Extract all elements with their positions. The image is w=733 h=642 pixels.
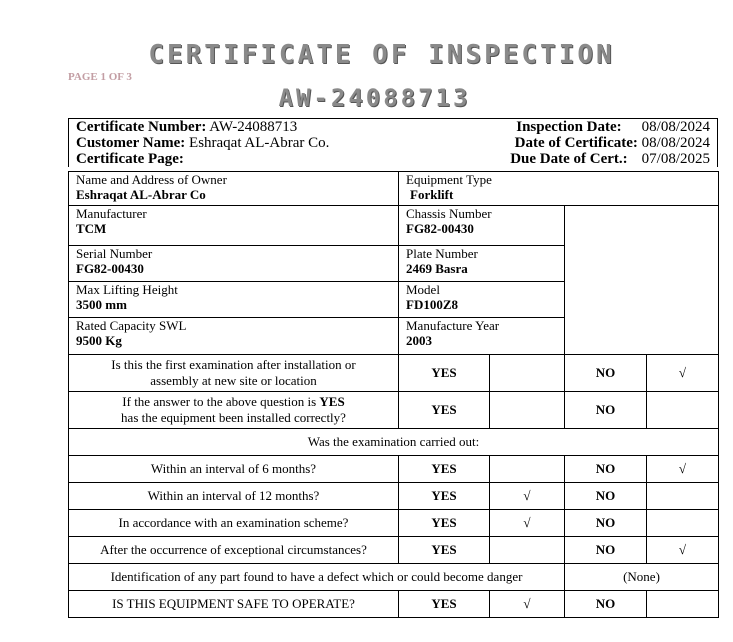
yes-label: YES (399, 591, 490, 618)
manufacturer-label: Manufacturer (76, 206, 147, 221)
year-cell (399, 318, 565, 355)
model-cell (399, 282, 565, 318)
yes-check-cell (490, 456, 565, 483)
yes-label: YES (399, 355, 490, 392)
certificate-code-title: AW-24088713 (278, 84, 471, 112)
equipment-type-label: Equipment Type (406, 172, 492, 187)
no-check-cell (647, 510, 719, 537)
question-installed-line1: If the answer to the above question is (122, 394, 320, 409)
inspection-date-label: Inspection Date: (516, 119, 622, 135)
yes-label: YES (399, 456, 490, 483)
question-first-exam-line2: assembly at new site or location (150, 373, 317, 388)
no-label: NO (565, 483, 647, 510)
due-date-label: Due Date of Cert.: (510, 151, 628, 167)
owner-value: Eshraqat AL-Abrar Co (76, 187, 206, 202)
customer-value: Eshraqat AL-Abrar Co. (189, 135, 330, 151)
swl-label: Rated Capacity SWL (76, 318, 187, 333)
yes-check-cell (490, 537, 565, 564)
question-exceptional-circumstances: After the occurrence of exceptional circumstances? (69, 537, 399, 564)
owner-cell (69, 172, 399, 206)
no-check-cell (647, 591, 719, 618)
no-check-cell (647, 483, 719, 510)
max-height-cell (69, 282, 399, 318)
question-6-months: Within an interval of 6 months? (69, 456, 399, 483)
no-check-mark: √ (647, 537, 719, 564)
equipment-type-cell (399, 172, 719, 206)
no-label: NO (565, 456, 647, 483)
no-check-mark: √ (647, 456, 719, 483)
max-height-value: 3500 mm (76, 297, 127, 312)
equipment-type-value: Forklift (410, 187, 454, 202)
plate-label: Plate Number (406, 246, 478, 261)
owner-label: Name and Address of Owner (76, 172, 227, 187)
question-installed-yes-word: YES (319, 394, 345, 409)
due-date-value: 07/08/2025 (641, 151, 710, 167)
defect-answer: (None) (565, 564, 719, 591)
question-examination-scheme: In accordance with an examination scheme? (69, 510, 399, 537)
date-of-cert-value: 08/08/2024 (641, 135, 710, 151)
no-label: NO (565, 537, 647, 564)
no-check-cell (647, 392, 719, 429)
question-installed-correctly (69, 392, 399, 429)
serial-label: Serial Number (76, 246, 153, 261)
chassis-label: Chassis Number (406, 206, 492, 221)
yes-label: YES (399, 510, 490, 537)
inspection-date-value: 08/08/2024 (641, 119, 710, 135)
blank-side-cell (565, 206, 719, 355)
cert-page-label: Certificate Page: (76, 151, 184, 167)
no-label: NO (565, 392, 647, 429)
date-of-cert-label: Date of Certificate: (514, 135, 638, 151)
question-12-months: Within an interval of 12 months? (69, 483, 399, 510)
swl-value: 9500 Kg (76, 333, 122, 348)
plate-value: 2469 Basra (406, 261, 468, 276)
yes-check-cell (490, 392, 565, 429)
yes-check-cell (490, 355, 565, 392)
customer-label: Customer Name: (76, 135, 186, 151)
examination-carried-out-heading: Was the examination carried out: (69, 429, 719, 456)
yes-check-mark: √ (490, 510, 565, 537)
serial-cell (69, 246, 399, 282)
page-mark: PAGE 1 OF 3 (68, 71, 132, 83)
yes-label: YES (399, 537, 490, 564)
certificate-header (68, 118, 718, 167)
yes-check-mark: √ (490, 483, 565, 510)
swl-cell (69, 318, 399, 355)
yes-label: YES (399, 392, 490, 429)
max-height-label: Max Lifting Height (76, 282, 178, 297)
no-label: NO (565, 355, 647, 392)
question-first-exam-line1: Is this the first examination after installation or (111, 357, 356, 372)
model-label: Model (406, 282, 440, 297)
question-installed-line2: has the equipment been installed correctly? (121, 410, 346, 425)
year-label: Manufacture Year (406, 318, 500, 333)
certificate-title: CERTIFICATE OF INSPECTION (148, 40, 615, 70)
yes-check-mark: √ (490, 591, 565, 618)
cert-number-value: AW-24088713 (209, 119, 298, 135)
question-defect-identification: Identification of any part found to have a defect which or could become danger (69, 564, 565, 591)
model-value: FD100Z8 (406, 297, 458, 312)
manufacturer-cell (69, 206, 399, 246)
manufacturer-value: TCM (76, 221, 107, 236)
question-safe-to-operate: IS THIS EQUIPMENT SAFE TO OPERATE? (69, 591, 399, 618)
chassis-cell (399, 206, 565, 246)
plate-cell (399, 246, 565, 282)
no-label: NO (565, 510, 647, 537)
serial-value: FG82-00430 (76, 261, 144, 276)
cert-number-label: Certificate Number: (76, 119, 207, 135)
chassis-value: FG82-00430 (406, 221, 474, 236)
yes-label: YES (399, 483, 490, 510)
no-check-mark: √ (647, 355, 719, 392)
year-value: 2003 (406, 333, 432, 348)
question-first-exam (69, 355, 399, 392)
no-label: NO (565, 591, 647, 618)
inspection-table (68, 171, 719, 618)
